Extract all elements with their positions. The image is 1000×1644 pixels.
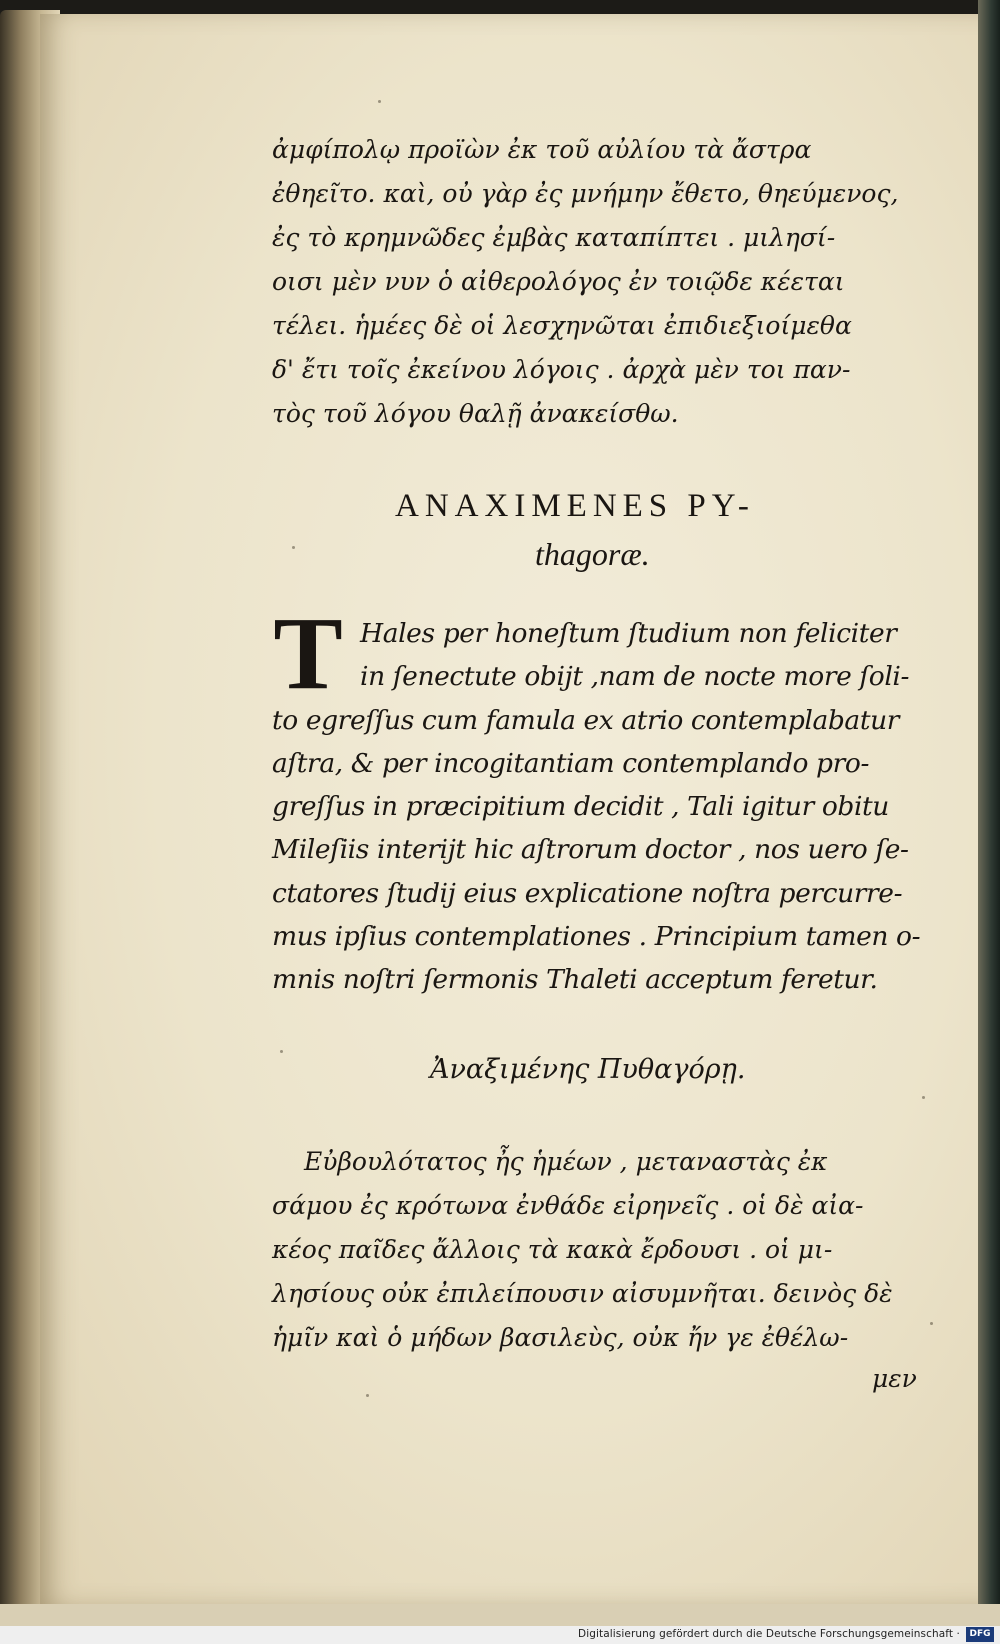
text-line: δ' ἔτι τοῖς ἐκείνου λόγοις . ἀρχὰ μὲν τοι παν- bbox=[272, 355, 851, 384]
text-line: λησίους οὐκ ἐπιλείπουσιν αἰσυμνῆται. δεινὸς δὲ bbox=[272, 1279, 893, 1308]
text-line: ἡμῖν καὶ ὁ μήδων βασιλεὺς, οὐκ ἤν γε ἐθέλω- bbox=[272, 1323, 849, 1352]
text-line: οισι μὲν νυν ὁ αἰθερολόγος ἐν τοιῷδε κέεται bbox=[272, 267, 845, 296]
greek-heading: Ἀναξιμένης Πυθαγόρῃ. bbox=[430, 1054, 746, 1085]
text-line: greſſus in præcipitium decidit , Tali igitur obitu bbox=[272, 791, 889, 823]
drop-cap: T bbox=[273, 596, 343, 711]
page-right-edge bbox=[978, 0, 1000, 1620]
latin-passage-indented bbox=[360, 612, 940, 699]
dfg-logo-icon: DFG bbox=[966, 1627, 994, 1642]
text-line: ἐθηεῖτο. καὶ, οὐ γὰρ ἐς μνήμην ἔθετο, θηεύμενος, bbox=[272, 179, 899, 208]
catchword: μεν bbox=[872, 1364, 917, 1393]
latin-passage bbox=[272, 699, 932, 1002]
text-line: ctatores ſtudij eius explicatione noſtra percurre- bbox=[272, 877, 903, 909]
text-line: σάμου ἐς κρότωνα ἐνθάδε εἰρηνεῖς . οἱ δὲ αἰα- bbox=[272, 1191, 864, 1220]
text-line: ἀμφίπολῳ προϊὼν ἐκ τοῦ αὐλίου τὰ ἄστρα bbox=[272, 135, 812, 164]
text-line: to egreſſus cum famula ex atrio contemplabatur bbox=[272, 704, 900, 736]
footer-credit: Digitalisierung gefördert durch die Deutsche Forschungsgemeinschaft · bbox=[578, 1628, 960, 1640]
paper-speck bbox=[280, 1050, 283, 1053]
text-line: κέος παῖδες ἄλλοις τὰ κακὰ ἔρδουσι . οἱ μι- bbox=[272, 1235, 833, 1264]
paper-speck bbox=[930, 1322, 933, 1325]
text-line: mnis noſtri ſermonis Thaleti acceptum feretur. bbox=[272, 964, 878, 996]
greek-passage-1 bbox=[272, 128, 932, 436]
text-line: in ſenectute obijt ,nam de nocte more ſoli- bbox=[360, 661, 910, 693]
text-line: mus ipſius contemplationes . Principium tamen o- bbox=[272, 921, 921, 953]
text-line: Hales per honeſtum ſtudium non feliciter bbox=[360, 618, 897, 649]
text-line: Εὐβουλότατος ἦς ἡμέων , μεταναστὰς ἐκ bbox=[304, 1147, 828, 1176]
paper-speck bbox=[378, 100, 381, 103]
paper-speck bbox=[922, 1096, 925, 1099]
page-bottom-edge bbox=[0, 1604, 1000, 1626]
text-line: ἐς τὸ κρημνῶδες ἐμβὰς καταπίπτει . μιλησί- bbox=[272, 223, 836, 252]
paper-speck bbox=[366, 1394, 369, 1397]
latin-heading-line1: ANAXIMENES PY- bbox=[395, 488, 755, 524]
greek-passage-2 bbox=[272, 1140, 932, 1360]
text-line: τέλει. ἡμέες δὲ οἱ λεσχηνῶται ἐπιδιεξιοίμεθα bbox=[272, 311, 852, 340]
text-line: Mileſiis interijt hic aſtrorum doctor , nos uero ſe- bbox=[272, 834, 909, 866]
paper-speck bbox=[292, 546, 295, 549]
text-line: τὸς τοῦ λόγου θαλῇ ἀνακείσθω. bbox=[272, 399, 679, 428]
latin-heading-line2: thagoræ. bbox=[535, 536, 650, 572]
text-line: aſtra, & per incogitantiam contemplando pro- bbox=[272, 747, 869, 779]
